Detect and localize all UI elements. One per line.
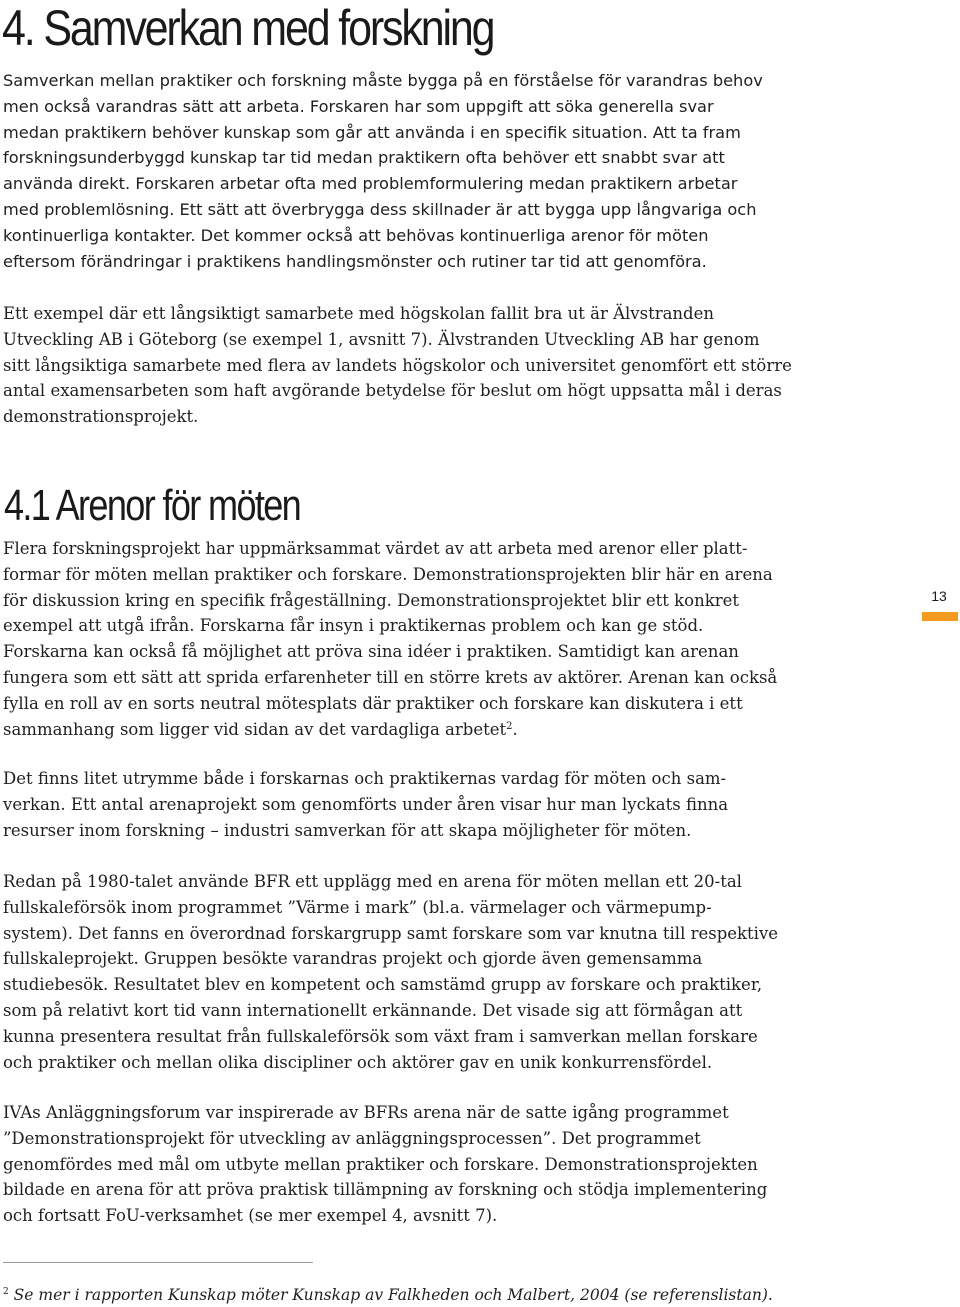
text-line: Samverkan mellan praktiker och forskning måste bygga på en förståelse för varandras behov bbox=[3, 71, 763, 90]
footnote-reference: 2 bbox=[506, 720, 513, 732]
text-line: Forskarna kan också få möjlighet att pröva sina idéer i praktiken. Samtidigt kan arenan bbox=[3, 642, 739, 662]
text-line: formar för möten mellan praktiker och forskare. Demonstrationsprojekten blir här en arena bbox=[3, 564, 773, 584]
paragraph-space bbox=[3, 766, 803, 843]
text-line: men också varandras sätt att arbeta. Forskaren har som uppgift att söka generella svar bbox=[3, 96, 714, 116]
page-number: 13 bbox=[931, 588, 947, 604]
footnote-number: 2 bbox=[3, 1287, 9, 1297]
text-line-end: . bbox=[512, 719, 518, 739]
text-line: fullskaleförsök inom programmet ”Värme i mark” (bl.a. värmelager och värmepump- bbox=[3, 897, 712, 917]
text-line: Flera forskningsprojekt har uppmärksammat värdet av att arbeta med arenor eller platt- bbox=[3, 539, 748, 558]
text-line: Redan på 1980-talet använde BFR ett upplägg med en arena för möten mellan ett 20-tal bbox=[3, 872, 742, 891]
text-line: ”Demonstrationsprojekt för utveckling av anläggningsprocessen”. Det programmet bbox=[3, 1128, 701, 1148]
text-line: system). Det fanns en överordnad forskargrupp samt forskare som var knutna till respektive bbox=[3, 923, 779, 943]
text-line: demonstrationsprojekt. bbox=[3, 407, 199, 427]
text-line: studiebesök. Resultatet blev en kompetent och samstämd grupp av forskare och praktiker, bbox=[3, 975, 763, 995]
text-line: som på relativt kort tid vann internationellt erkännande. Det visade sig att förmågan att bbox=[3, 1000, 743, 1020]
text-line: fylla en roll av en sorts neutral mötesplats där praktiker och forskare kan diskutera i ett bbox=[3, 693, 743, 713]
text-line: och fortsatt FoU-verksamhet (se mer exempel 4, avsnitt 7). bbox=[3, 1206, 498, 1226]
paragraph-intro bbox=[3, 68, 803, 274]
text-line: använda direkt. Forskaren arbetar ofta med problemformulering medan praktikern arbetar bbox=[3, 174, 738, 194]
paragraph-iva bbox=[3, 1100, 803, 1229]
text-line bbox=[3, 717, 803, 743]
text-line: eftersom förändringar i praktikens handlingsmönster och rutiner tar tid att genomföra. bbox=[3, 251, 707, 271]
text-line-content: sammanhang som ligger vid sidan av det vardagliga arbetet bbox=[3, 719, 507, 739]
section-heading: 4.1 Arenor för möten bbox=[4, 481, 301, 530]
text-line: forskningsunderbyggd kunskap tar tid medan praktikern ofta behöver ett snabbt svar att bbox=[3, 148, 725, 168]
text-line: Utveckling AB i Göteborg (se exempel 1, avsnitt 7). Älvstranden Utveckling AB har genom bbox=[3, 329, 760, 349]
text-line: genomfördes med mål om utbyte mellan praktiker och forskare. Demonstrationsprojekten bbox=[3, 1154, 758, 1174]
text-line: resurser inom forskning – industri samverkan för att skapa möjligheter för möten. bbox=[3, 820, 692, 840]
text-line: kontinuerliga kontakter. Det kommer också att behövas kontinuerliga arenor för möten bbox=[3, 225, 709, 245]
text-line: Ett exempel där ett långsiktigt samarbete med högskolan fallit bra ut är Älvstranden bbox=[3, 304, 715, 323]
text-line: antal examensarbeten som haft avgörande betydelse för beslut om högt uppsatta mål i deras bbox=[3, 381, 782, 401]
text-line: fungera som ett sätt att sprida erfarenheter till en större krets av aktörer. Arenan kan också bbox=[3, 667, 778, 687]
text-line: IVAs Anläggningsforum var inspirerade av BFRs arena när de satte igång programmet bbox=[3, 1103, 729, 1122]
footnote-text: Se mer i rapporten Kunskap möter Kunskap av Falkheden och Malbert, 2004 (se referenslistan). bbox=[13, 1286, 773, 1304]
text-line: med problemlösning. Ett sätt att överbrygga dess skillnader är att bygga upp långvariga och bbox=[3, 199, 757, 219]
text-line: Det finns litet utrymme både i forskarnas och praktikernas vardag för möten och sam- bbox=[3, 769, 727, 788]
text-line: exempel att utgå ifrån. Forskarna får insyn i praktikernas problem och kan ge stöd. bbox=[3, 616, 704, 636]
text-line: och praktiker och mellan olika discipliner och aktörer gav en unik konkurrensfördel. bbox=[3, 1052, 713, 1072]
text-line: medan praktikern behöver kunskap som går att använda i en specifik situation. Att ta fram bbox=[3, 122, 741, 142]
paragraph-example bbox=[3, 301, 803, 430]
footnote bbox=[3, 1284, 773, 1306]
text-line: kunna presentera resultat från fullskaleförsök som växt fram i samverkan mellan forskare bbox=[3, 1026, 758, 1046]
chapter-heading: 4. Samverkan med forskning bbox=[2, 0, 494, 56]
paragraph-arenas bbox=[3, 536, 803, 742]
page-number-bar bbox=[922, 612, 958, 621]
text-line: för diskussion kring en specifik frågeställning. Demonstrationsprojektet blir ett konkret bbox=[3, 590, 739, 610]
text-line: verkan. Ett antal arenaprojekt som genomförts under åren visar hur man lyckats finna bbox=[3, 794, 729, 814]
paragraph-bfr bbox=[3, 869, 803, 1075]
text-line: fullskaleprojekt. Gruppen besökte varandras projekt och gjorde även gemensamma bbox=[3, 949, 703, 969]
text-line: bildade en arena för att pröva praktisk tillämpning av forskning och stödja implementering bbox=[3, 1180, 768, 1200]
text-line: sitt långsiktiga samarbete med flera av landets högskolor och universitet genomfört ett större bbox=[3, 355, 792, 375]
footnote-divider bbox=[3, 1262, 313, 1263]
